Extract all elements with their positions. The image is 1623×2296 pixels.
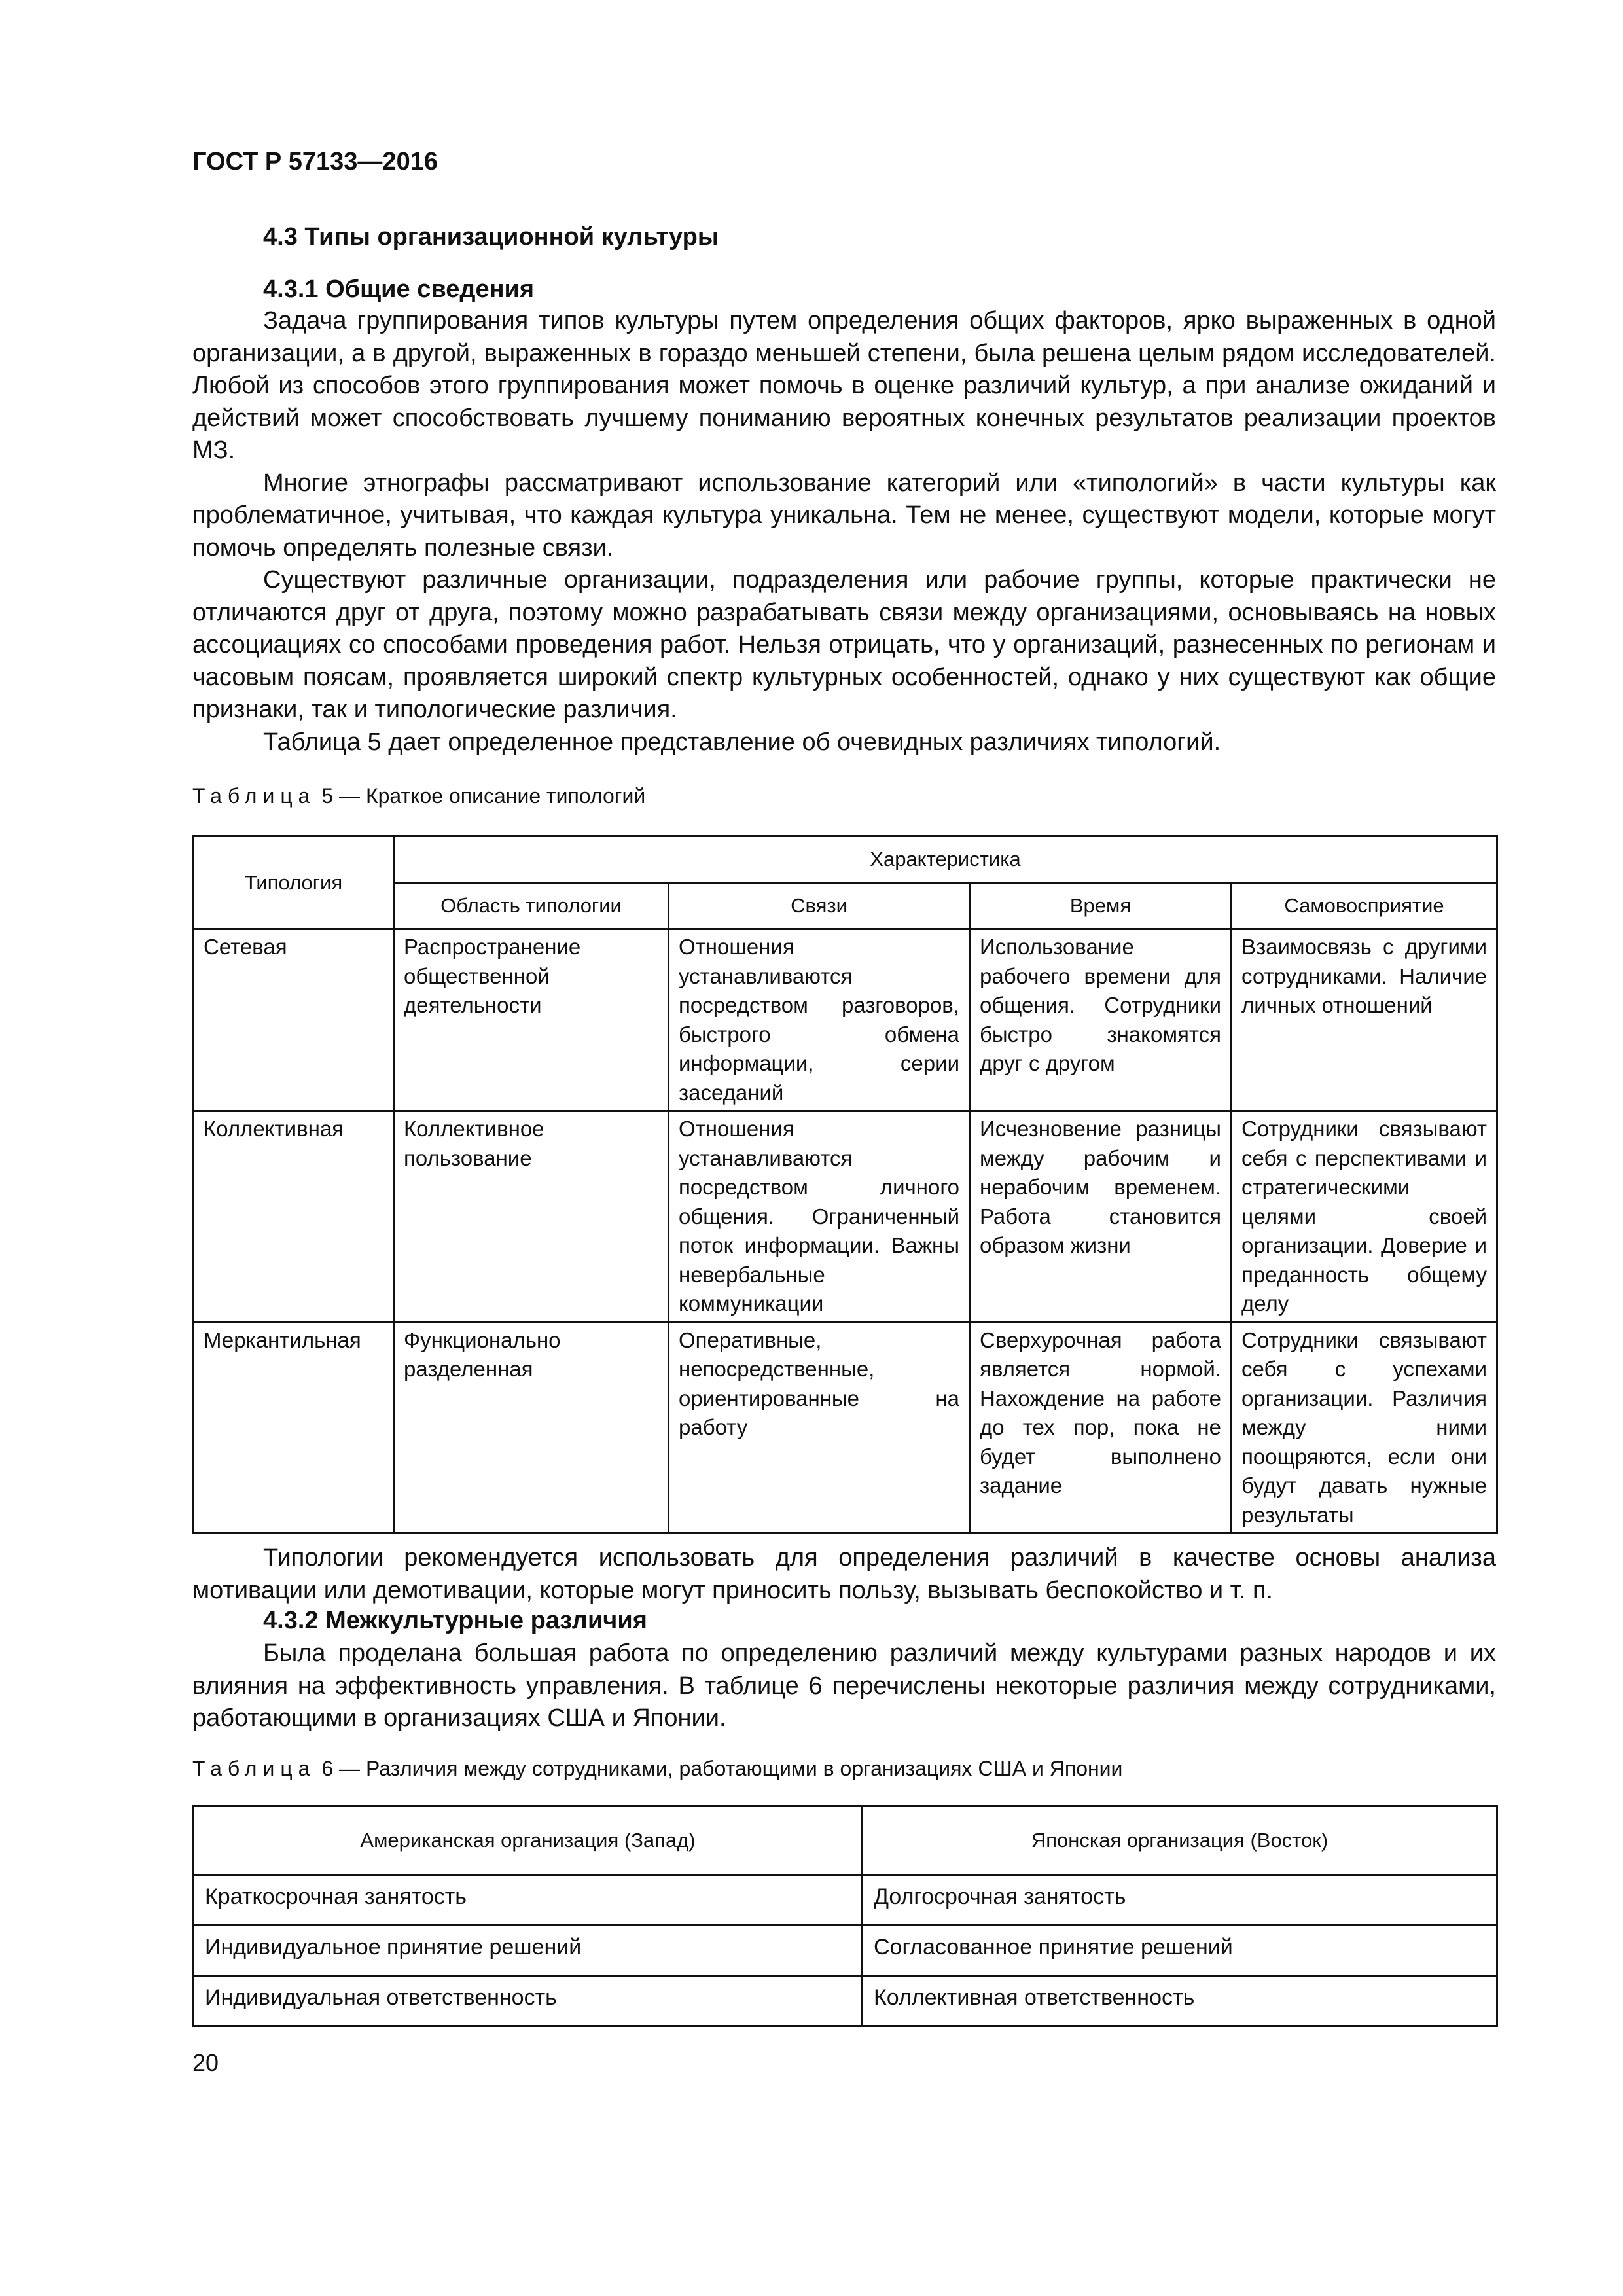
table6-caption-text: 6 — Различия между сотрудниками, работающими в организациях США и Японии xyxy=(315,1757,1123,1780)
table6-cell: Индивидуальное принятие решений xyxy=(194,1926,863,1976)
table5-cell: Сотрудники связывают себя с перспективами и стратегическими целями своей организации. Доверие и преданность общему делу xyxy=(1232,1111,1497,1323)
subsection-heading-4-3-1: 4.3.1 Общие сведения xyxy=(263,276,535,303)
table6-caption-word: Таблица xyxy=(192,1757,316,1780)
after-table5-text xyxy=(192,1542,1496,1607)
table5-header-time: Время xyxy=(970,883,1232,929)
table5-header-self-perception: Самовосприятие xyxy=(1232,883,1497,929)
paragraph: Типологии рекомендуется использовать для определения различий в качестве основы анализа мотивации или демотивации, которые могут приносить пользу, вызывать беспокойство и т. п. xyxy=(192,1544,1496,1604)
paragraph: Была проделана большая работа по определению различий между культурами разных народов и их влияния на эффективность управления. В таблице 6 перечислены некоторые различия между сотрудниками, работающими в организациях США и Японии. xyxy=(192,1640,1496,1732)
table-row xyxy=(194,1926,1497,1976)
page-number: 20 xyxy=(192,2049,219,2076)
table6-usa-japan xyxy=(192,1805,1498,2027)
paragraph: Существуют различные организации, подразделения или рабочие группы, которые практически не отличаются друг от друга, поэтому можно разрабатывать связи между организациями, основываясь на новых ассоциациях со способами проведения работ. Нельзя отрицать, что у организаций, разнесенных по регионам и часовым поясам, проявляется широкий спектр культурных особенностей, однако у них существуют как общие признаки, так и типологические различия. xyxy=(192,566,1496,723)
document-code: ГОСТ Р 57133—2016 xyxy=(192,148,438,175)
paragraph: Таблица 5 дает определенное представление об очевидных различиях типологий. xyxy=(263,728,1221,756)
table-row xyxy=(194,1111,1497,1323)
table6-caption xyxy=(192,1755,1122,1782)
table5-cell: Распространение общественной деятельности xyxy=(394,929,669,1111)
table5-cell: Коллективное пользование xyxy=(394,1111,669,1323)
table5-cell: Оперативные, непосредственные, ориентированные на работу xyxy=(669,1322,970,1534)
table5-cell: Сотрудники связывают себя с успехами организации. Различия между ними поощряются, если они будут давать нужные результаты xyxy=(1232,1322,1497,1534)
section-4-3-2-body xyxy=(192,1638,1496,1735)
table5-typologies xyxy=(192,835,1498,1534)
table5-caption xyxy=(192,783,645,809)
table5-cell: Отношения устанавливаются посредством разговоров, быстрого обмена информации, серии заседаний xyxy=(669,929,970,1111)
table6-header-japanese: Японская организация (Восток) xyxy=(863,1806,1497,1875)
table6-cell: Согласованное принятие решений xyxy=(863,1926,1497,1976)
table6-cell: Коллективная ответственность xyxy=(863,1976,1497,2026)
table5-header-area: Область типологии xyxy=(394,883,669,929)
table5-cell: Сверхурочная работа является нормой. Нахождение на работе до тех пор, пока не будет выполнено задание xyxy=(970,1322,1232,1534)
paragraph: Многие этнографы рассматривают использование категорий или «типологий» в части культуры как проблематичное, учитывая, что каждая культура уникальна. Тем не менее, существуют модели, которые могут помочь определять полезные связи. xyxy=(192,469,1496,562)
table5-cell-typology: Меркантильная xyxy=(194,1322,394,1534)
table6-cell: Индивидуальная ответственность xyxy=(194,1976,863,2026)
table5-caption-word: Таблица xyxy=(192,784,316,808)
table5-header-links: Связи xyxy=(669,883,970,929)
table5-caption-text: 5 — Краткое описание типологий xyxy=(315,784,646,808)
table5-header-typology: Типология xyxy=(194,836,394,929)
table5-cell-typology: Коллективная xyxy=(194,1111,394,1323)
table5-cell: Функционально разделенная xyxy=(394,1322,669,1534)
table6-cell: Краткосрочная занятость xyxy=(194,1875,863,1926)
table5-cell: Использование рабочего времени для общения. Сотрудники быстро знакомятся друг с другом xyxy=(970,929,1232,1111)
table5-header-characteristic: Характеристика xyxy=(394,836,1497,883)
subsection-heading-4-3-2: 4.3.2 Межкультурные различия xyxy=(263,1607,647,1634)
section-4-3-1-body xyxy=(192,305,1496,759)
table6-header-american: Американская организация (Запад) xyxy=(194,1806,863,1875)
table5-cell: Взаимосвязь с другими сотрудниками. Наличие личных отношений xyxy=(1232,929,1497,1111)
table-row xyxy=(194,1322,1497,1534)
section-heading-4-3: 4.3 Типы организационной культуры xyxy=(263,223,719,251)
paragraph: Задача группирования типов культуры путем определения общих факторов, ярко выраженных в одной организации, а в другой, выраженных в гораздо меньшей степени, была решена целым рядом исследователей. Любой из способов этого группирования может помочь в оценке различий культур, а при анализе ожиданий и действий может способствовать лучшему пониманию вероятных конечных результатов реализации проектов МЗ. xyxy=(192,307,1496,464)
table6-cell: Долгосрочная занятость xyxy=(863,1875,1497,1926)
table5-cell-typology: Сетевая xyxy=(194,929,394,1111)
table5-cell: Исчезновение разницы между рабочим и нерабочим временем. Работа становится образом жизни xyxy=(970,1111,1232,1323)
table-row xyxy=(194,929,1497,1111)
table5-cell: Отношения устанавливаются посредством личного общения. Ограниченный поток информации. Важны невербальные коммуникации xyxy=(669,1111,970,1323)
table-row xyxy=(194,1875,1497,1926)
table-row xyxy=(194,1976,1497,2026)
